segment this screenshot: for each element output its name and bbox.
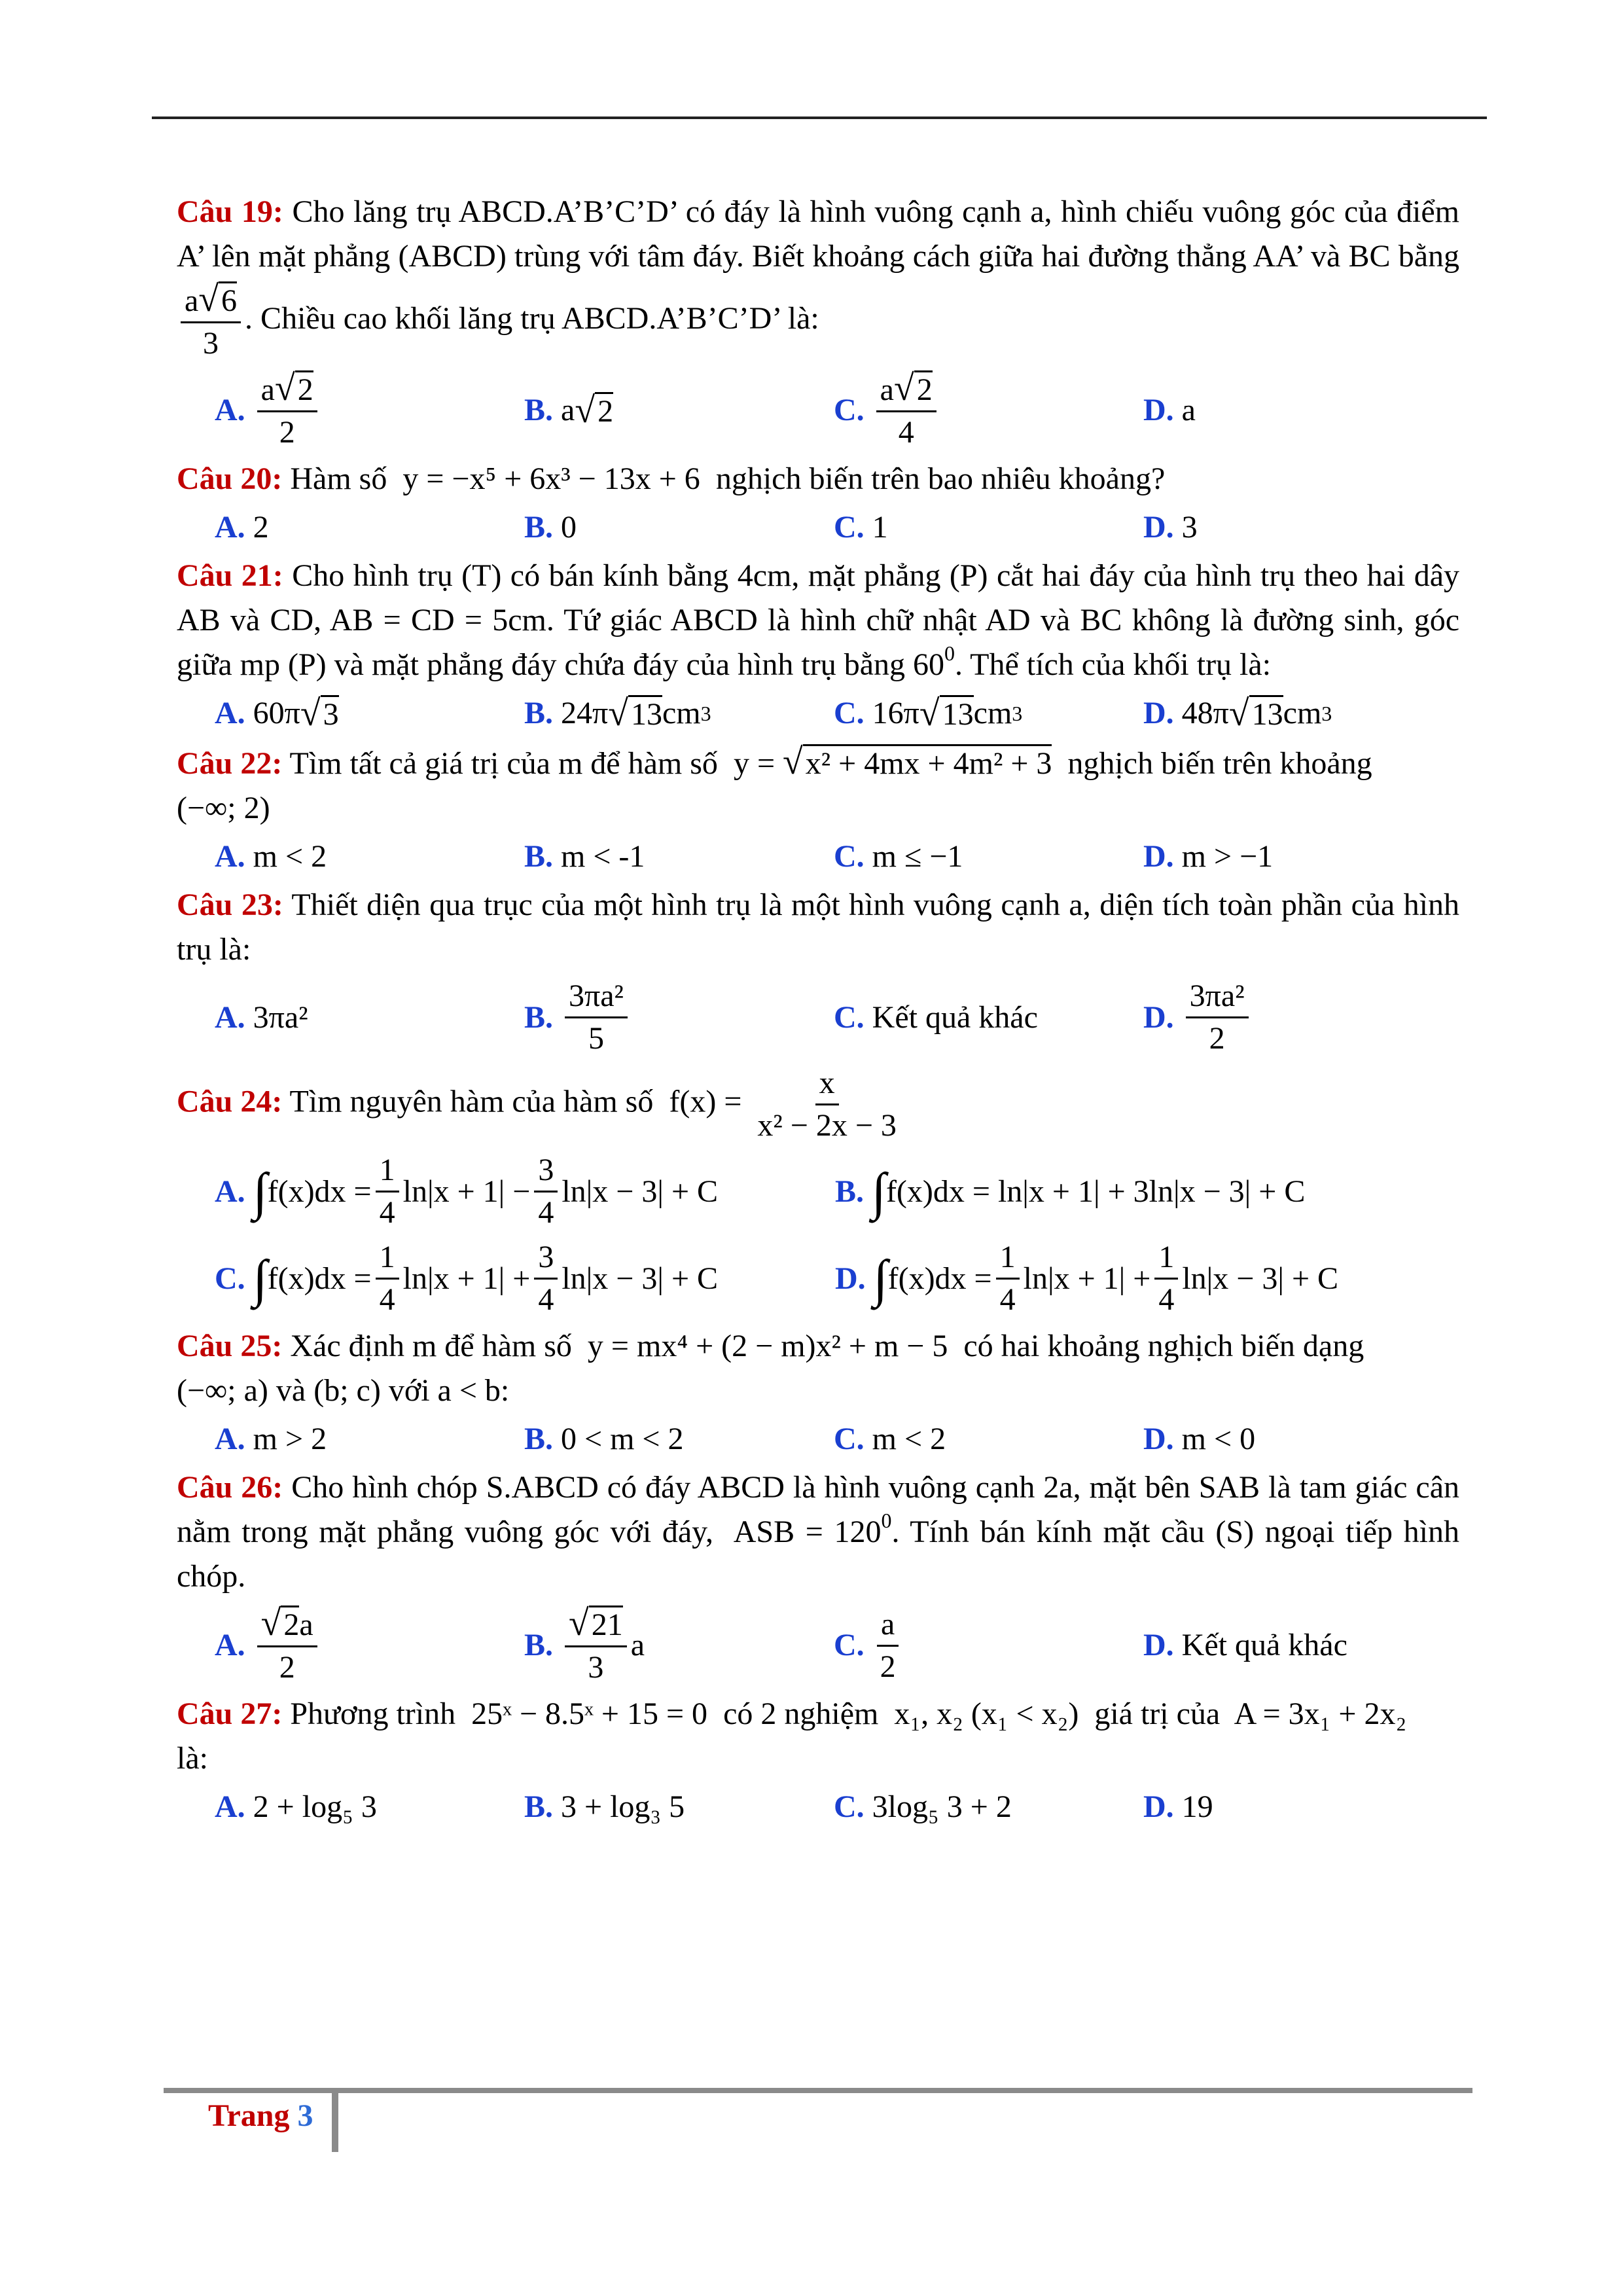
answer-options — [177, 976, 1459, 1059]
question-24: Câu 24: Tìm nguyên hàm của hàm số f(x) = $\frac{x}{\text{x² − 2x − 3}}$ — [177, 1063, 1459, 1146]
option-b[interactable]: B. 0 < m < 2 — [524, 1422, 684, 1456]
option-a[interactable]: A. 2 — [215, 510, 269, 545]
question-21: Câu 21: Cho hình trụ (T) có bán kính bằng 4cm, mặt phẳng (P) cắt hai đáy của hình trụ theo hai dây AB và CD, AB = CD = 5cm. Tứ giác ABCD là hình chữ nhật AD và BC không là đường sinh, góc giữa mp (P) và mặt phẳng đáy chứa đáy của hình trụ bằng $60^0$. Thể tích của khối trụ là: — [177, 558, 1460, 682]
question-label: Câu 19: — [177, 194, 283, 229]
question-25: Câu 25: Xác định m để hàm số y = mx⁴ + (2 − m)x² + m − 5 có hai khoảng nghịch biến dạng (−∞; a) và (b; c) với a < b: — [177, 1329, 1364, 1408]
question-20: Câu 20: Hàm số y = −x⁵ + 6x³ − 13x + 6 nghịch biến trên bao nhiêu khoảng? — [177, 461, 1166, 496]
answer-options — [177, 691, 1459, 736]
option-c[interactable]: C. m < 2 — [834, 1422, 946, 1456]
answer-options — [177, 1237, 1459, 1320]
footer-rule — [164, 2088, 1472, 2093]
option-c[interactable]: C. $\frac{a√2}{4}$ — [834, 368, 1143, 453]
question-sheet — [177, 190, 1459, 1833]
option-a[interactable]: A. 60π √ 3 — [215, 693, 339, 734]
formula: x² + 4mx + 4m² + 3 — [803, 744, 1052, 781]
question-26: Câu 26: Cho hình chóp S.ABCD có đáy ABCD là hình vuông cạnh 2a, mặt bên SAB là tam giác cân nằm trong mặt phẳng vuông góc với đáy, ASB = $120^0$. Tính bán kính mặt cầu (S) ngoại tiếp hình chóp. — [177, 1470, 1460, 1594]
option-b[interactable]: B. ∫ f(x)dx = ln|x + 1| + 3ln|x − 3| + C — [835, 1162, 1306, 1221]
option-d[interactable]: D. $\frac{\text{3πa²}}{2}$ — [1143, 976, 1453, 1059]
formula: y = mx⁴ + (2 − m)x² + m − 5 — [587, 1329, 948, 1363]
option-d[interactable]: D. 19 — [1143, 1789, 1213, 1824]
option-a[interactable]: A. m < 2 — [215, 839, 327, 874]
option-c[interactable]: C. ∫ f(x)dx = $\frac{1}{4}$ ln|x + 1| + $\frac{3}{4}$ ln|x − 3| + C — [215, 1237, 835, 1320]
question-label: Câu 23: — [177, 888, 283, 922]
option-a[interactable]: A. 3πa² — [215, 999, 308, 1035]
fraction: $\frac{x}{\text{x² − 2x − 3}}$ — [753, 1063, 901, 1146]
option-b[interactable]: B. 0 — [524, 510, 577, 545]
option-a[interactable]: A. $\frac{a√2}{2}$ — [215, 368, 524, 453]
option-b[interactable]: B. $\frac{\text{3πa²}}{5}$ — [524, 976, 834, 1059]
option-d[interactable]: D. m > −1 — [1143, 839, 1274, 874]
option-a[interactable]: A. 2 + log₅ 3 — [215, 1789, 377, 1824]
answer-options — [177, 368, 1459, 453]
question-27: Câu 27: Phương trình 25ˣ − 8.5ˣ + 15 = 0 có 2 nghiệm x₁, x₂ (x₁ < x₂) giá trị của A = 3x₁ + 2x₂ là: — [177, 1696, 1407, 1776]
footer-divider — [332, 2092, 338, 2152]
option-d[interactable]: D. m < 0 — [1143, 1422, 1256, 1456]
answer-options — [177, 1150, 1459, 1233]
option-c[interactable]: C. 3log₅ 3 + 2 — [834, 1789, 1012, 1824]
option-b[interactable]: B. 24π √ 13 cm 3 — [524, 693, 711, 734]
question-23: Câu 23: Thiết diện qua trục của một hình trụ là một hình vuông cạnh a, diện tích toàn phần của hình trụ là: — [177, 888, 1460, 967]
question-label: Câu 20: — [177, 461, 283, 496]
option-d[interactable]: D. 48π √ 13 cm 3 — [1143, 693, 1332, 734]
option-a[interactable]: A. m > 2 — [215, 1422, 327, 1456]
option-c[interactable]: C. $\frac{a}{2}$ — [834, 1604, 1143, 1687]
question-label: Câu 27: — [177, 1696, 283, 1731]
formula: y = −x⁵ + 6x³ − 13x + 6 — [402, 461, 700, 496]
answer-options — [177, 834, 1459, 879]
option-a[interactable]: A. $\frac{√2a}{2}$ — [215, 1603, 524, 1688]
option-b[interactable]: B. m < -1 — [524, 839, 645, 874]
fraction: $\frac{a√6}{3}$ — [181, 279, 241, 364]
option-c[interactable]: C. m ≤ −1 — [834, 839, 963, 874]
option-b[interactable]: B. $\frac{√21}{3}$ a — [524, 1603, 645, 1685]
option-c[interactable]: C. 1 — [834, 510, 888, 545]
option-d[interactable]: D. 3 — [1143, 510, 1198, 545]
option-c[interactable]: C. Kết quả khác — [834, 999, 1038, 1035]
formula: 25ˣ − 8.5ˣ + 15 = 0 — [471, 1696, 708, 1731]
question-label: Câu 21: — [177, 558, 283, 593]
option-b[interactable]: B. a √ 2 — [524, 390, 614, 431]
answer-options — [177, 1603, 1459, 1688]
question-19: Câu 19: Cho lăng trụ ABCD.A’B’C’D’ có đáy là hình vuông cạnh a, hình chiếu vuông góc của điểm A’ lên mặt phẳng (ABCD) trùng với tâm đáy. Biết khoảng cách giữa hai đường thẳng AA’ và BC bằng $\frac{a√6}{3}$ . Chiều cao khối lăng trụ ABCD.A’B’C’D’ là: — [177, 190, 1459, 364]
answer-options — [177, 505, 1459, 550]
option-c[interactable]: C. 16π √ 13 cm 3 — [834, 693, 1023, 734]
option-d[interactable]: D. Kết quả khác — [1143, 1628, 1347, 1662]
option-d[interactable]: D. ∫ f(x)dx = $\frac{1}{4}$ ln|x + 1| + $\frac{1}{4}$ ln|x − 3| + C — [835, 1237, 1455, 1320]
option-d[interactable]: D. a — [1143, 393, 1196, 427]
question-label: Câu 24: — [177, 1084, 283, 1119]
page-number: Trang 3 — [208, 2098, 313, 2133]
header-rule — [152, 117, 1487, 119]
option-b[interactable]: B. 3 + log₃ 5 — [524, 1789, 685, 1824]
question-22: Câu 22: Tìm tất cả giá trị của m để hàm số y = √x² + 4mx + 4m² + 3 nghịch biến trên khoảng (−∞; 2) — [177, 742, 1372, 825]
question-label: Câu 26: — [177, 1470, 283, 1505]
answer-options — [177, 1785, 1459, 1829]
question-label: Câu 22: — [177, 746, 283, 781]
question-label: Câu 25: — [177, 1329, 283, 1363]
option-a[interactable]: A. ∫ f(x)dx = $\frac{1}{4}$ ln|x + 1| − $\frac{3}{4}$ ln|x − 3| + C — [215, 1150, 835, 1233]
answer-options — [177, 1417, 1459, 1462]
